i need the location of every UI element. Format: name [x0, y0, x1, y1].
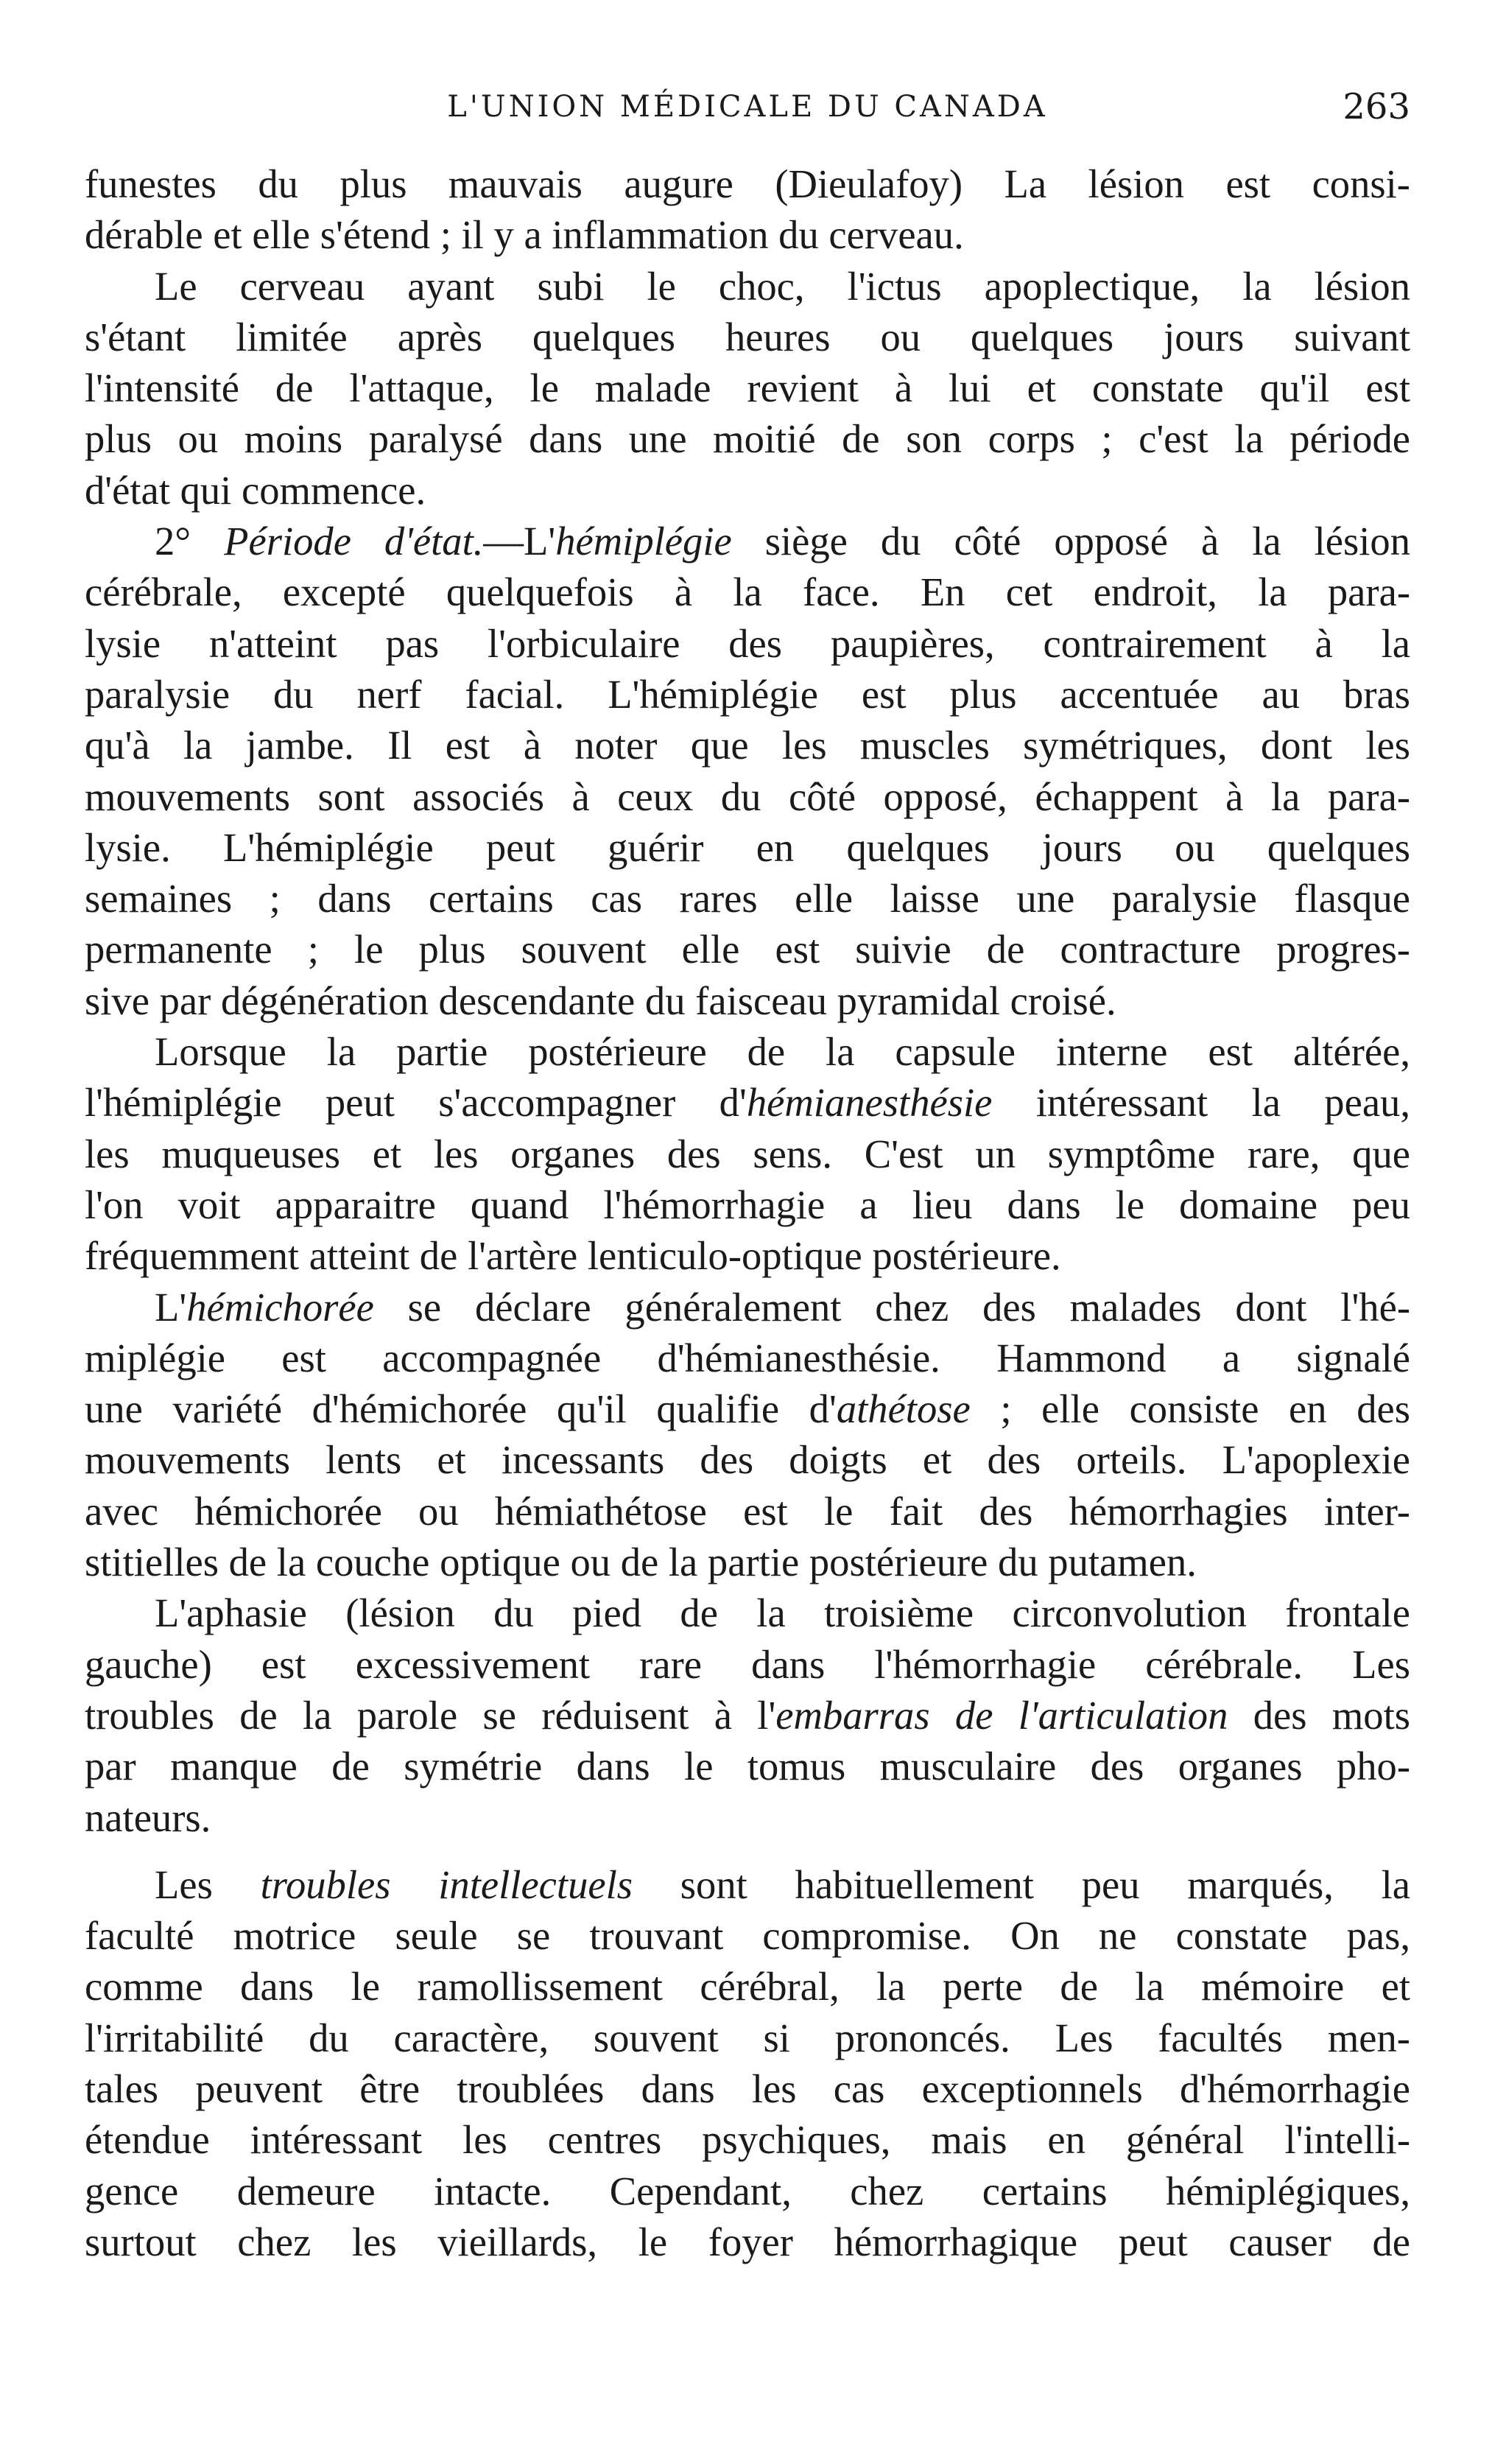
text-line: comme dans le ramollissement cérébral, la perte de la mémoire et	[85, 1964, 1410, 2010]
running-header	[85, 77, 1410, 136]
text-line: gence demeure intacte. Cependant, chez certains hémiplégiques,	[85, 2168, 1410, 2214]
body-text	[85, 158, 1410, 2267]
text-line: miplégie est accompagnée d'hémianesthésie. Hammond a signalé	[85, 1335, 1410, 1380]
text-line: s'étant limitée après quelques heures ou quelques jours suivant	[85, 314, 1410, 359]
text-line: étendue intéressant les centres psychiques, mais en général l'intelli-	[85, 2117, 1410, 2163]
text-line: avec hémichorée ou hémiathétose est le fait des hémorrhagies inter-	[85, 1488, 1410, 1534]
text-line: funestes du plus mauvais augure (Dieulafoy) La lésion est consi-	[85, 161, 1410, 206]
text-segment: intéressant la peau,	[992, 1080, 1411, 1126]
text-line: tales peuvent être troublées dans les cas exceptionnels d'hémorrhagie	[85, 2065, 1410, 2111]
text-line	[85, 1383, 1410, 1434]
text-segment: L'	[155, 1284, 187, 1330]
text-segment: l'hémiplégie peut s'accompagner d'	[85, 1080, 747, 1126]
text-line: mouvements lents et incessants des doigts et des orteils. L'apoplexie	[85, 1437, 1410, 1483]
text-line: L'aphasie (lésion du pied de la troisième circonvolution frontale	[155, 1590, 1410, 1636]
page-number: 263	[1343, 86, 1410, 127]
text-line: paralysie du nerf facial. L'hémiplégie est plus accentuée au bras	[85, 671, 1410, 717]
text-segment: sont habituellement peu marqués, la	[633, 1861, 1410, 1907]
italic-term: hémianesthésie	[746, 1080, 993, 1126]
text-line: qu'à la jambe. Il est à noter que les muscles symétriques, dont les	[85, 723, 1410, 768]
text-line: sive par dégénération descendante du faisceau pyramidal croisé.	[85, 977, 1116, 1023]
text-line: gauche) est excessivement rare dans l'hémorrhagie cérébrale. Les	[85, 1641, 1410, 1687]
journal-title: L'UNION MÉDICALE DU CANADA	[447, 90, 1048, 124]
text-line: l'on voit apparaitre quand l'hémorrhagie a lieu dans le domaine peu	[85, 1182, 1410, 1227]
text-segment: troubles de la parole se réduisent à l'	[85, 1692, 776, 1738]
text-line: permanente ; le plus souvent elle est suivie de contracture progres-	[85, 927, 1410, 972]
text-line: faculté motrice seule se trouvant compromise. On ne constate pas,	[85, 1913, 1410, 1959]
text-line: semaines ; dans certains cas rares elle laisse une paralysie flasque	[85, 876, 1410, 922]
text-segment: 2°	[155, 519, 225, 564]
text-line: Lorsque la partie postérieure de la capsule interne est altérée,	[155, 1029, 1410, 1075]
text-segment: des mots	[1228, 1692, 1410, 1738]
text-line: l'irritabilité du caractère, souvent si prononcés. Les facultés men-	[85, 2015, 1410, 2060]
text-segment: se déclare généralement chez des malades dont l'hé-	[373, 1284, 1410, 1330]
text-line	[85, 1859, 1410, 1910]
text-segment: une variété d'hémichorée qu'il qualifie d'	[85, 1386, 837, 1432]
text-line: l'intensité de l'attaque, le malade revient à lui et constate qu'il est	[85, 365, 1410, 411]
italic-term: hémiplégie	[555, 519, 732, 564]
text-line: d'état qui commence.	[85, 467, 426, 513]
text-line: cérébrale, excepté quelquefois à la face. En cet endroit, la para-	[85, 569, 1410, 615]
text-line: mouvements sont associés à ceux du côté opposé, échappent à la para-	[85, 773, 1410, 819]
italic-term: embarras de l'articulation	[775, 1692, 1228, 1738]
text-line: plus ou moins paralysé dans une moitié de son corps ; c'est la période	[85, 416, 1410, 462]
text-segment: ; elle consiste en des	[970, 1386, 1410, 1432]
text-segment: —L'	[483, 519, 556, 564]
italic-term: troubles intellectuels	[260, 1861, 633, 1907]
text-line: stitielles de la couche optique ou de la partie postérieure du putamen.	[85, 1540, 1197, 1585]
text-line: lysie. L'hémiplégie peut guérir en quelques jours ou quelques	[85, 824, 1410, 870]
text-line	[85, 1690, 1410, 1741]
text-line: nateurs.	[85, 1794, 211, 1840]
italic-term: hémichorée	[186, 1284, 374, 1330]
italic-term: athétose	[836, 1386, 971, 1432]
text-line: Le cerveau ayant subi le choc, l'ictus apoplectique, la lésion	[155, 263, 1410, 309]
text-line: les muqueuses et les organes des sens. C'est un symptôme rare, que	[85, 1131, 1410, 1176]
italic-term: Période d'état.	[224, 519, 484, 564]
text-line: fréquemment atteint de l'artère lenticulo-optique postérieure.	[85, 1233, 1061, 1279]
text-line	[85, 1282, 1410, 1333]
text-line: lysie n'atteint pas l'orbiculaire des paupières, contrairement à la	[85, 620, 1410, 666]
text-line: dérable et elle s'étend ; il y a inflammation du cerveau.	[85, 212, 964, 258]
text-line	[85, 1077, 1410, 1128]
text-line	[85, 516, 1410, 566]
text-segment: siège du côté opposé à la lésion	[731, 519, 1411, 564]
text-segment: Les	[155, 1861, 261, 1907]
text-line: surtout chez les vieillards, le foyer hémorrhagique peut causer de	[85, 2219, 1410, 2264]
text-line: par manque de symétrie dans le tomus musculaire des organes pho-	[85, 1744, 1410, 1789]
document-page	[85, 77, 1410, 2267]
